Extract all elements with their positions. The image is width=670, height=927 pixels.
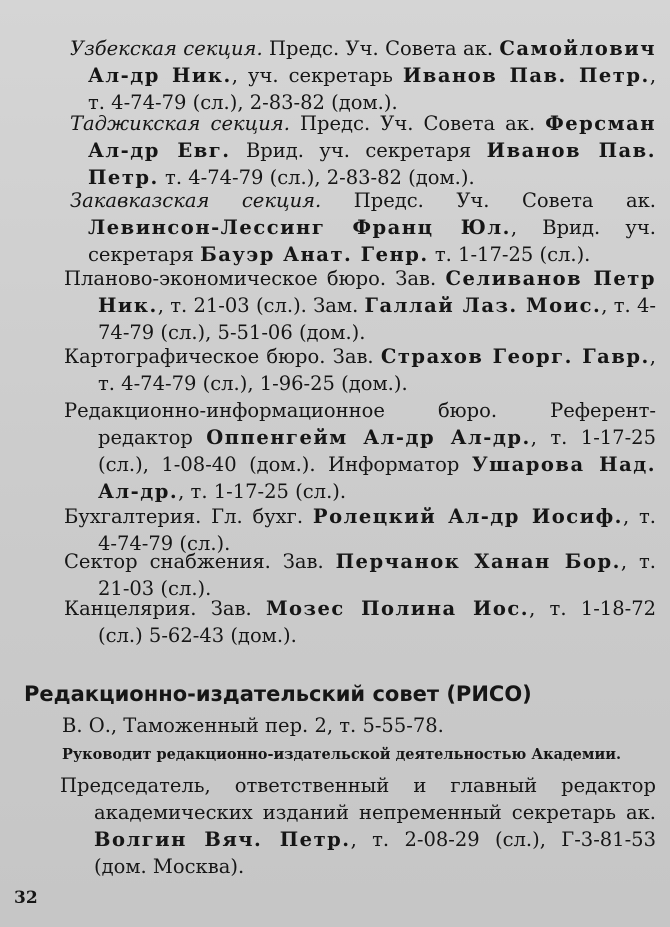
- person-name: Иванов Пав. Петр.: [88, 139, 657, 189]
- entry-text: , т. 4-74-79 (сл.), 1-96-25 (дом.).: [98, 345, 656, 395]
- entry-text: т. 4-74-79 (сл.), 2-83-82 (дом.).: [158, 166, 475, 189]
- entry-text: , т. 21-03 (сл.).: [98, 550, 657, 600]
- person-name: Селиванов Петр Ник.: [98, 267, 656, 317]
- entry-riso-chair: [60, 772, 656, 880]
- entry-text: , уч. секретарь: [231, 64, 403, 87]
- entry-text: Предс. Уч. Совета ак.: [321, 189, 657, 212]
- entry-text: Председатель, ответственный и главный редактор академических изданий непременный секретарь ак.: [60, 774, 656, 824]
- entry-text: , т. 1-17-25 (сл.).: [178, 480, 347, 503]
- page-number: 32: [14, 888, 38, 908]
- person-name: Страхов Георг. Гавр.: [380, 345, 650, 368]
- entry-text: Редакционно-информационное бюро. Референт-редактор: [64, 399, 656, 449]
- entry-editorial-bureau: [64, 397, 656, 505]
- entry-uzbek-section: [70, 35, 656, 116]
- entry-text: , т. 4-74-79 (сл.).: [98, 505, 656, 555]
- person-name: Оппенгейм Ал-др Ал-др.: [206, 426, 531, 449]
- person-name: Галлай Лаз. Моис.: [364, 294, 602, 317]
- entry-text: , т. 4-74-79 (сл.), 5-51-06 (дом.).: [98, 294, 656, 344]
- entry-text: Бухгалтерия. Гл. бухг.: [64, 505, 313, 528]
- person-name: Ролецкий Ал-др Иосиф.: [312, 505, 623, 528]
- person-name: Иванов Пав. Петр.: [402, 64, 650, 87]
- entry-transcaucasian-section: [70, 187, 656, 268]
- entry-text: , т. 1-18-72 (сл.) 5-62-43 (дом.).: [98, 597, 657, 647]
- riso-heading: Редакционно-издательский совет (РИСО): [24, 682, 532, 706]
- entry-text: , т. 4-74-79 (сл.), 2-83-82 (дом.).: [88, 64, 657, 114]
- riso-address: В. О., Таможенный пер. 2, т. 5-55-78.: [62, 714, 444, 737]
- entry-text: , т. 2-08-29 (сл.), Г-3-81-53 (дом. Москва).: [94, 828, 656, 878]
- entry-planning-bureau: [64, 265, 656, 346]
- section-title: Узбекская секция.: [70, 37, 263, 60]
- entry-text: т. 1-17-25 (сл.).: [428, 243, 591, 266]
- section-title: Закавказская секция.: [70, 189, 322, 212]
- person-name: Мозес Полина Иос.: [265, 597, 530, 620]
- person-name: Перчанок Ханан Бор.: [335, 550, 621, 573]
- entry-cartography-bureau: [64, 343, 656, 397]
- entry-tajik-section: [70, 110, 656, 191]
- entry-text: , т. 1-17-25 (сл.), 1-08-40 (дом.). Информатор: [98, 426, 656, 476]
- person-name: Бауэр Анат. Генр.: [200, 243, 429, 266]
- person-name: Ушарова Над. Ал-др.: [98, 453, 656, 503]
- person-name: Самойлович Ал-др Ник.: [88, 37, 656, 87]
- entry-text: Врид. уч. секретаря: [230, 139, 487, 162]
- riso-description: Руководит редакционно-издательской деятельностью Академии.: [62, 746, 622, 763]
- section-title: Таджикская секция.: [70, 112, 290, 135]
- entry-text: Предс. Уч. Совета ак.: [289, 112, 546, 135]
- entry-text: Картографическое бюро. Зав.: [64, 345, 381, 368]
- entry-text: Сектор снабжения. Зав.: [64, 550, 336, 573]
- entry-text: Планово-экономическое бюро. Зав.: [64, 267, 446, 290]
- entry-text: , Врид. уч. секретаря: [88, 216, 656, 266]
- entry-text: Канцелярия. Зав.: [64, 597, 266, 620]
- entry-text: , т. 21-03 (сл.). Зам.: [157, 294, 365, 317]
- person-name: Волгин Вяч. Петр.: [94, 828, 351, 851]
- entry-text: Предс. Уч. Совета ак.: [262, 37, 500, 60]
- person-name: Левинсон-Лессинг Франц Юл.: [88, 216, 511, 239]
- entry-supply-sector: [64, 548, 656, 602]
- person-name: Ферсман Ал-др Евг.: [88, 112, 656, 162]
- entry-chancellery: [64, 595, 656, 649]
